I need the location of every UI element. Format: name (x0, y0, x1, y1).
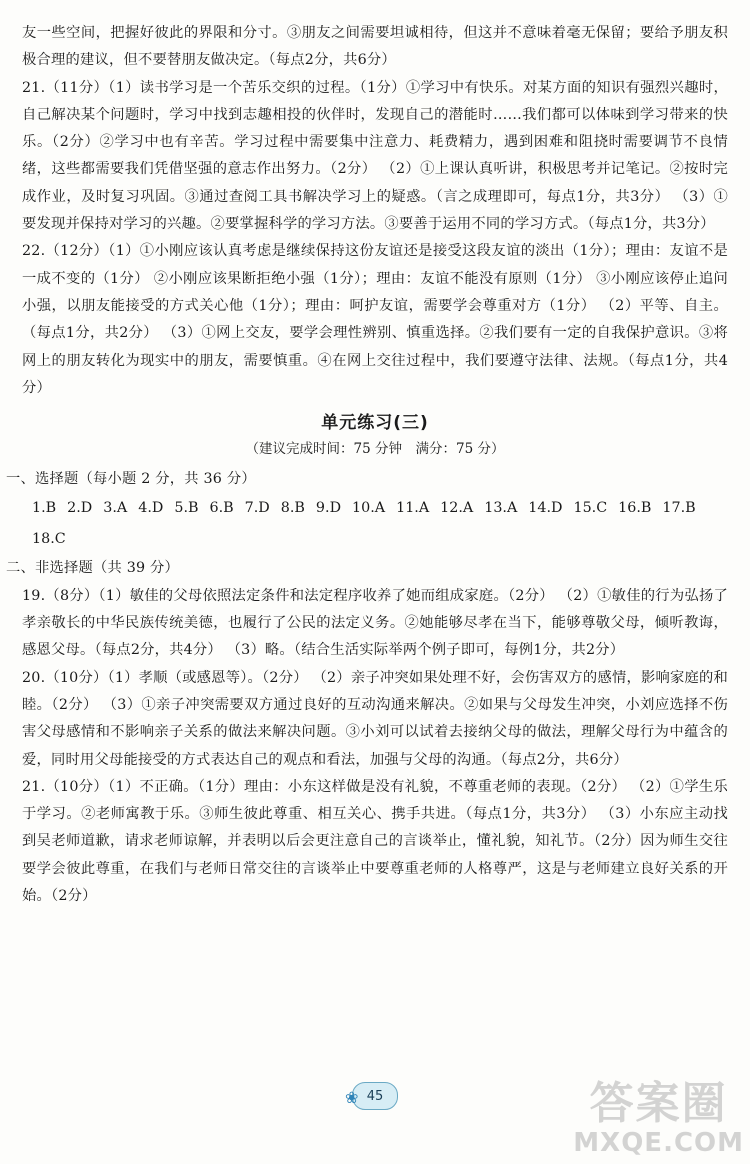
answer-paragraph-q20: 20.（10分）（1）孝顺（或感恩等）。（2分） （2）亲子冲突如果处理不好，会伤害双方的感情，影响家庭的和睦。（2分） （3）①亲子冲突需要双方通过良好的互动沟通来解决。②如果与父母发生冲突，小刘应选择不伤害父母感情和不影响亲子关系的做法来解决问题。③小刘可以试着去接纳父母的做法，理解父母行为中蕴含的爱，同时用父母能接受的方式表达自己的观点和看法，加强与父母的沟通。（每点2分，共6分） (22, 669, 728, 768)
section-heading-nonchoice: 二、非选择题（共 39 分） (6, 560, 180, 577)
watermark-url: MXQE.COM (573, 1128, 744, 1158)
choice-answer: 15.C (573, 500, 608, 517)
choice-answer: 12.A (440, 500, 474, 517)
choice-answer: 10.A (352, 500, 386, 517)
answer-paragraph-q19: 19.（8分）（1）敏佳的父母依照法定条件和法定程序收养了她而组成家庭。（2分） （2）①敏佳的行为弘扬了孝亲敬长的中华民族传统美德，也履行了公民的法定义务。②她能够尽孝在当下，能够尊敬父母，倾听教诲，感恩父母。（每点2分，共4分） （3）略。（结合生活实际举两个例子即可，每例1分，共2分） (22, 587, 728, 659)
choice-answer: 5.B (174, 500, 199, 517)
choice-answer: 6.B (209, 500, 234, 517)
section-heading-choice: 一、选择题（每小题 2 分，共 36 分） (6, 471, 256, 488)
page-number-badge (345, 1082, 398, 1110)
answer-paragraph-q22: 22.（12分）（1）①小刚应该认真考虑是继续保持这份友谊还是接受这段友谊的淡出（1分）；理由：友谊不是一成不变的（1分） ②小刚应该果断拒绝小强（1分）；理由：友谊不能没有原则（1分） ③小刚应该停止追问小强，以朋友能接受的方式关心他（1分）；理由：呵护友谊，需要学会尊重对方（1分） （2）平等、自主。（每点1分，共2分） （3）①网上交友，要学会理性辨别、慎重选择。②我们要有一定的自我保护意识。③将网上的朋友转化为现实中的朋友，需要慎重。④在网上交往过程中，我们要遵守法律、法规。（每点1分，共4分） (22, 243, 728, 396)
watermark-text: 答案圈 (589, 1078, 728, 1129)
answer-paragraph-q21b: 21.（10分）（1）不正确。（1分）理由：小东这样做是没有礼貌，不尊重老师的表现。（2分） （2）①学生乐于学习。②老师寓教于乐。③师生彼此尊重、相互关心、携手共进。（每点1分，共3分） （3）小东应主动找到吴老师道歉，请求老师谅解，并表明以后会更注意自己的言谈举止，懂礼貌，知礼节。（2分）因为师生交往要学会彼此尊重，在我们与老师日常交往的言谈举止中要尊重老师的人格尊严，这是与老师建立良好关系的开始。（2分） (22, 778, 728, 905)
answer-paragraph-continued: 友一些空间，把握好彼此的界限和分寸。③朋友之间需要坦诚相待，但这并不意味着毫无保留；要给予朋友积极合理的建议，但不要替朋友做决定。（每点2分，共6分） (22, 25, 728, 69)
watermark-logo (573, 1078, 744, 1158)
choice-answer: 3.A (103, 500, 128, 517)
choice-answer: 13.A (484, 500, 518, 517)
answer-paragraph-q21: 21.（11分）（1）读书学习是一个苦乐交织的过程。（1分）①学习中有快乐。对某方面的知识有强烈兴趣时，自己解决某个问题时，学习中找到志趣相投的伙伴时，发现自己的潜能时……我们都可以体味到学习带来的快乐。（2分）②学习中也有辛苦。学习过程中需要集中注意力、耗费精力，遇到困难和阻挠时需要调节不良情绪，这些都需要我们凭借坚强的意志作出努力。（2分） （2）①上课认真听讲，积极思考并记笔记。②按时完成作业，及时复习巩固。③通过查阅工具书解决学习上的疑惑。（言之成理即可，每点1分，共3分） （3）①要发现并保持对学习的兴趣。②要掌握科学的学习方法。③要善于运用不同的学习方式。（每点1分，共3分） (22, 79, 728, 233)
choice-answer: 1.B (32, 500, 57, 517)
unit-title: 单元练习(三) (321, 413, 429, 434)
choice-answer-list (0, 493, 750, 555)
choice-answer: 9.D (315, 500, 342, 517)
choice-answer: 14.D (528, 500, 563, 517)
choice-answer: 18.C (32, 531, 66, 548)
choice-answer: 7.D (244, 500, 270, 517)
choice-answer: 17.B (662, 500, 696, 517)
unit-subtitle: （建议完成时间：75 分钟 满分：75 分） (245, 441, 505, 458)
page-number: 45 (366, 1088, 384, 1104)
choice-answer: 2.D (67, 500, 93, 517)
choice-answer: 4.D (138, 500, 164, 517)
choice-answer: 16.B (618, 500, 652, 517)
choice-answer: 8.B (280, 500, 305, 517)
leaf-icon: ❀ (345, 1088, 359, 1107)
choice-answer: 11.A (396, 500, 430, 517)
